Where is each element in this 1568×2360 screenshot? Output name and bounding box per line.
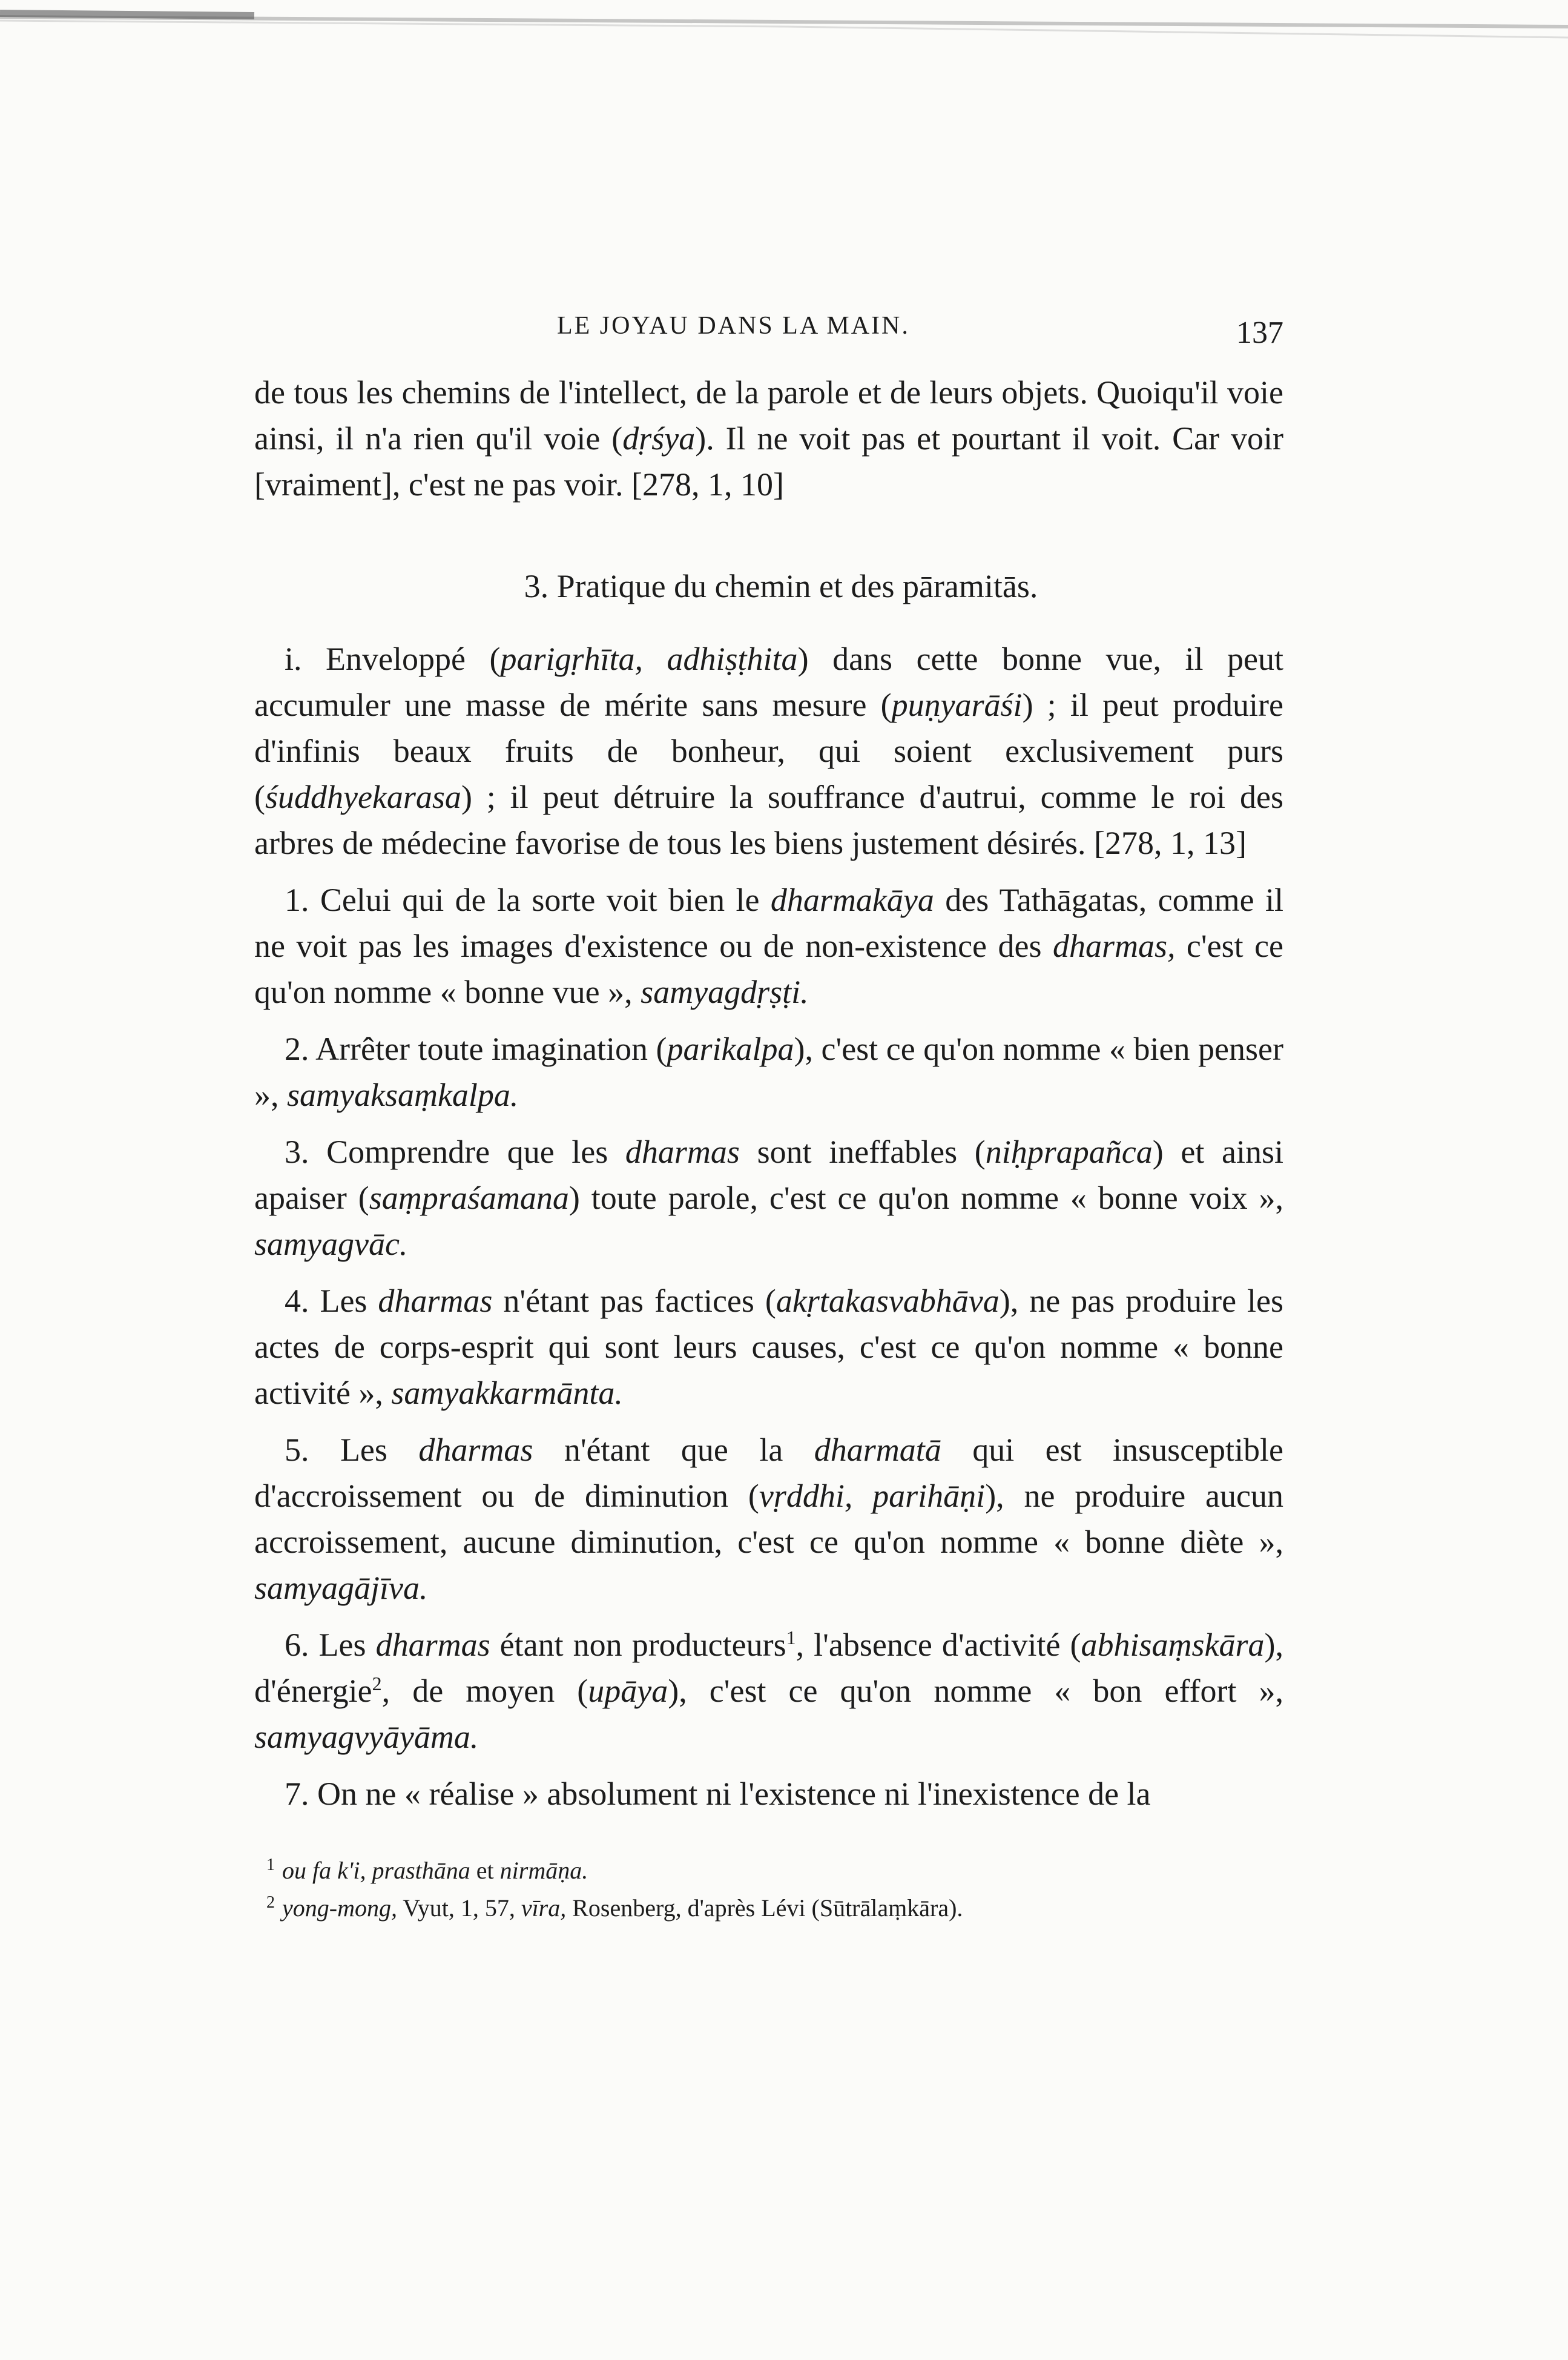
footnote-ref-2: 2 xyxy=(372,1673,382,1694)
path-item-7: 7. On ne « réalise » absolument ni l'existence ni l'inexistence de la xyxy=(285,1776,1151,1812)
intro-paragraph: i. Enveloppé (parigṛhīta, adhiṣṭhita) dans cette bonne vue, il peut accumuler une masse de mérite sans mesure (puṇyarāśi) ; il peut produire d'infinis beaux fruits de bonheur, qui soient exclusivement purs (śuddhyekarasa) ; il peut détruire la souffrance d'autrui, comme le roi des arbres de médecine favorise de tous les biens justement désirés. [278, 1, 13] xyxy=(254,641,1283,861)
path-item-6: 6. Les dharmas étant non producteurs$^1$, l'absence d'activité (abhisaṃskāra), d'énergie$^2$, de moyen (upāya), c'est ce qu'on nomme « bon effort », samyagvyāyāma. xyxy=(254,1627,1284,1755)
running-head xyxy=(254,303,1283,369)
footnote-mark: 1 xyxy=(266,1855,275,1874)
opening-paragraph: de tous les chemins de l'intellect, de la parole et de leurs objets. Quoiqu'il voie ainsi, il n'a rien qu'il voie (dṛśya). Il ne voit pas et pourtant il voit. Car voir [vraiment], c'est ne pas voir. [278, 1, 10] xyxy=(254,374,1283,503)
path-item-5: 5. Les dharmas n'étant que la dharmatā qui est insusceptible d'accroissement ou de diminution (vṛddhi, parihāṇi), ne produire aucun accroissement, aucune diminution, c'est ce qu'on nomme « bonne diète », samyagājīva. xyxy=(254,1432,1283,1606)
path-item-2: 2. Arrêter toute imagination (parikalpa), c'est ce qu'on nomme « bien penser », samyaksaṃkalpa. xyxy=(254,1031,1283,1113)
footnote-ref-1: 1 xyxy=(786,1627,796,1648)
footnote-mark: 2 xyxy=(266,1892,275,1912)
footnote-2: $^2$ yong-mong, Vyut, 1, 57, vīra, Rosenberg, d'après Lévi (Sūtrālaṃkāra). xyxy=(266,1892,963,1922)
running-title: LE JOYAU DANS LA MAIN. xyxy=(557,312,910,340)
section-heading: 3. Pratique du chemin et des pāramitās. xyxy=(524,568,1038,604)
path-item-1: 1. Celui qui de la sorte voit bien le dharmakāya des Tathāgatas, comme il ne voit pas les images d'existence ou de non-existence des dharmas, c'est ce qu'on nomme « bonne vue », samyagdṛṣṭi. xyxy=(254,882,1284,1010)
page-number: 137 xyxy=(1236,316,1283,350)
path-item-3: 3. Comprendre que les dharmas sont ineffables (niḥprapañca) et ainsi apaiser (saṃpraśamana) toute parole, c'est ce qu'on nomme « bonne voix », samyagvāc. xyxy=(254,1134,1284,1262)
path-item-4: 4. Les dharmas n'étant pas factices (akṛtakasvabhāva), ne pas produire les actes de corps-esprit qui sont leurs causes, c'est ce qu'on nomme « bonne activité », samyakkarmānta. xyxy=(254,1283,1284,1411)
book-page xyxy=(254,303,1283,1927)
footnote-1: $^1$ ou fa k'i, prasthāna et nirmāṇa. xyxy=(266,1855,588,1884)
scan-edge-shadow xyxy=(0,0,1568,55)
footnotes xyxy=(254,1852,1283,1927)
